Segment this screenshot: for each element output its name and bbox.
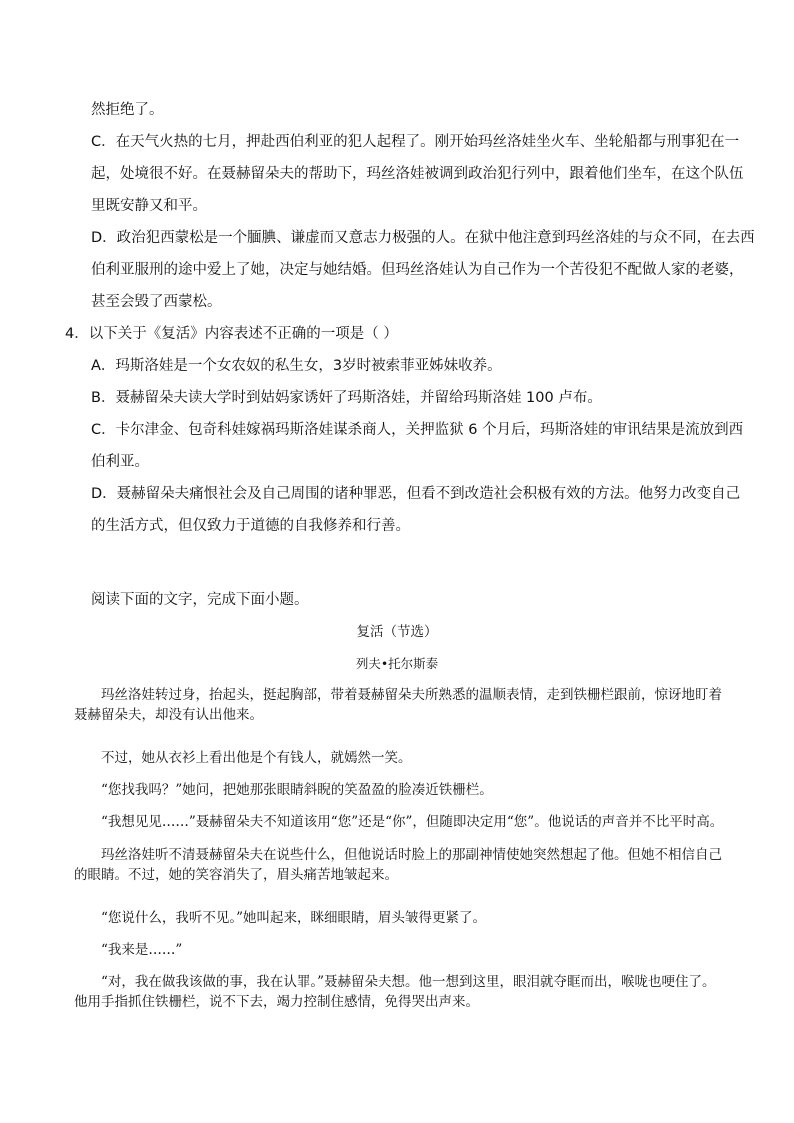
passage-paragraph-8: “对，我在做我该做的事，我在认罪。”聂赫留朵夫想。他一想到这里，眼泪就夺眶而出，喉咙也哽住了。他用手指抓住铁栅栏，说不下去，竭力控制住感情，免得哭出声来。 bbox=[74, 974, 716, 1010]
q3-option-a-tail: 然拒绝了。 bbox=[91, 102, 164, 118]
q4-option-c-line1: C．卡尔津金、包奇科娃嫁祸玛斯洛娃谋杀商人，关押监狱 6 个月后，玛斯洛娃的审讯结果是流放到西 bbox=[91, 422, 744, 438]
passage-paragraph-4: “我想见见……”聂赫留朵夫不知道该用“您”还是“你”，但随即决定用“您”。他说话的声音并不比平时高。 bbox=[101, 814, 724, 830]
q3-option-c-line2: 起，处境很不好。在聂赫留朵夫的帮助下，玛丝洛娃被调到政治犯行列中，跟着他们坐车，在这个队伍 bbox=[91, 166, 744, 182]
passage-author: 列夫•托尔斯泰 bbox=[355, 656, 439, 671]
q4-option-d-line1: D．聂赫留朵夫痛恨社会及自己周围的诸种罪恶，但看不到改造社会积极有效的方法。他努力改变自己 bbox=[91, 486, 741, 502]
q3-option-c-line1: C．在天气火热的七月，押赴西伯利亚的犯人起程了。刚开始玛丝洛娃坐火车、坐轮船都与刑事犯在一 bbox=[91, 134, 740, 150]
q4-option-d-line2: 的生活方式，但仅致力于道德的自我修养和行善。 bbox=[91, 518, 410, 534]
passage-paragraph-1: 玛丝洛娃转过身，抬起头，挺起胸部，带着聂赫留朵夫所熟悉的温顺表情，走到铁栅栏跟前，惊讶地盯着聂赫留朵夫，却没有认出他来。 bbox=[74, 687, 722, 723]
q3-option-c-line3: 里既安静又和平。 bbox=[91, 198, 207, 214]
passage-paragraph-7: “我来是……” bbox=[101, 942, 183, 958]
passage-paragraph-3: “您找我吗？”她问，把她那张眼睛斜睨的笑盈盈的脸凑近铁栅栏。 bbox=[101, 782, 493, 798]
passage-title: 复活（节选） bbox=[356, 624, 438, 640]
q4-option-b: B．聂赫留朵夫读大学时到姑妈家诱奸了玛斯洛娃，并留给玛斯洛娃 100 卢布。 bbox=[91, 390, 602, 406]
passage-paragraph-5: 玛丝洛娃听不清聂赫留朵夫在说些什么，但他说话时脸上的那副神情使她突然想起了他。但她不相信自己的眼睛。不过，她的笑容消失了，眉头痛苦地皱起来。 bbox=[74, 847, 722, 883]
q3-option-d-line1: D．政治犯西蒙松是一个腼腆、谦虚而又意志力极强的人。在狱中他注意到玛丝洛娃的与众不同，在去西 bbox=[91, 230, 755, 246]
passage-paragraph-6: “您说什么，我听不见。”她叫起来，眯细眼睛，眉头皱得更紧了。 bbox=[101, 910, 487, 926]
q4-option-a: A．玛斯洛娃是一个女农奴的私生女，3岁时被索菲亚姊妹收养。 bbox=[91, 358, 502, 374]
question-4-stem: 4．以下关于《复活》内容表述不正确的一项是（ ） bbox=[65, 326, 398, 342]
reading-instruction: 阅读下面的文字，完成下面小题。 bbox=[91, 592, 309, 608]
q3-option-d-line3: 甚至会毁了西蒙松。 bbox=[91, 294, 222, 310]
passage-paragraph-2: 不过，她从衣衫上看出他是个有钱人，就嫣然一笑。 bbox=[101, 750, 412, 766]
q4-option-c-line2: 伯利亚。 bbox=[91, 454, 149, 470]
q3-option-d-line2: 伯利亚服刑的途中爱上了她，决定与她结婚。但玛丝洛娃认为自己作为一个苦役犯不配做人家的老婆， bbox=[91, 262, 744, 278]
